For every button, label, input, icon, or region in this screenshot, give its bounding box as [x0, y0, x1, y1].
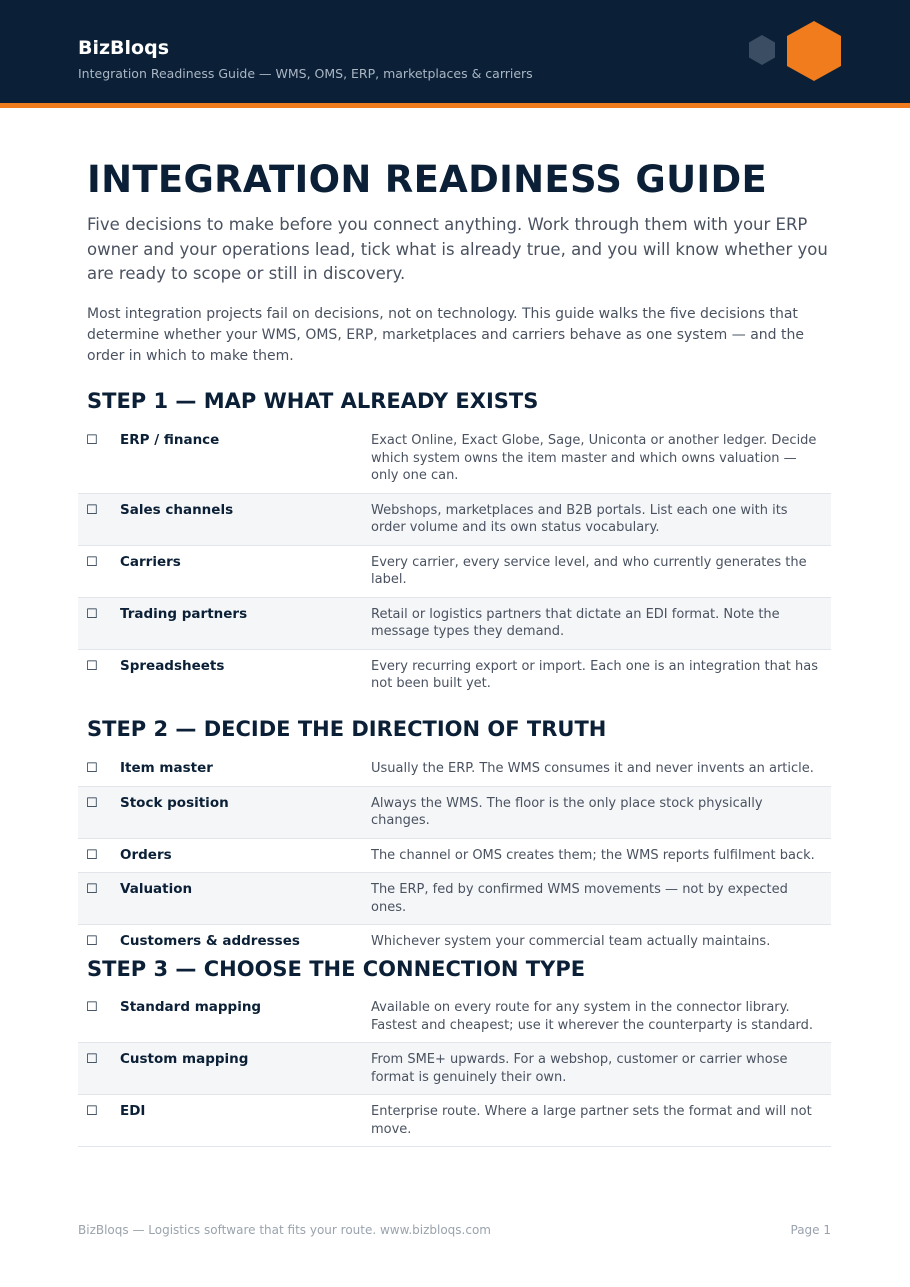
footer-text: BizBloqs — Logistics software that fits your route. www.bizbloqs.com: [78, 1223, 491, 1237]
step-1-checklist: [78, 424, 831, 701]
checkbox-icon[interactable]: ☐: [86, 1104, 98, 1119]
step-1-heading-wrap: [87, 387, 832, 415]
step-3-checklist: [78, 991, 831, 1147]
checklist-row[interactable]: [78, 650, 831, 701]
item-description: Whichever system your commercial team actually maintains.: [371, 934, 771, 949]
item-description: The ERP, fed by confirmed WMS movements — not by expected ones.: [371, 882, 788, 915]
checklist-row[interactable]: [78, 598, 831, 650]
checklist-row[interactable]: [78, 424, 831, 494]
page-title: INTEGRATION READINESS GUIDE: [87, 158, 768, 201]
item-label: Customers & addresses: [120, 933, 300, 949]
checklist-row[interactable]: [78, 752, 831, 787]
brand-tagline: Integration Readiness Guide — WMS, OMS, ERP, marketplaces & carriers: [78, 66, 533, 81]
checkbox-icon[interactable]: ☐: [86, 502, 98, 518]
item-label: Sales channels: [120, 501, 234, 518]
item-label: Orders: [120, 846, 172, 863]
checkbox-icon[interactable]: ☐: [86, 1000, 98, 1015]
checklist-row[interactable]: [78, 991, 831, 1043]
checklist-row[interactable]: [78, 787, 831, 839]
item-description: The channel or OMS creates them; the WMS reports fulfilment back.: [371, 847, 815, 863]
checklist-row[interactable]: [78, 546, 831, 598]
page-header: [0, 0, 910, 108]
item-description: Every recurring export or import. Each one is an integration that has not been built yet.: [371, 658, 819, 691]
item-description: Webshops, marketplaces and B2B portals. List each one with its order volume and its own status vocabulary.: [371, 502, 788, 535]
item-description: Usually the ERP. The WMS consumes it and never invents an article.: [371, 761, 814, 776]
hexagon-logo-icon: [744, 20, 844, 84]
step-3-heading-wrap: [87, 955, 832, 983]
item-label: Trading partners: [120, 605, 248, 622]
step-1-heading: STEP 1 — MAP WHAT ALREADY EXISTS: [87, 389, 539, 413]
checkbox-icon[interactable]: ☐: [86, 1052, 98, 1067]
item-description: Enterprise route. Where a large partner sets the format and will not move.: [371, 1104, 812, 1137]
item-label: Stock position: [120, 794, 229, 811]
checkbox-icon[interactable]: ☐: [86, 934, 98, 949]
checkbox-icon[interactable]: ☐: [86, 847, 98, 863]
lead-paragraph: Five decisions to make before you connect anything. Work through them with your ERP owner and your operations lead, tick what is already true, and you will know whether you are ready to scope or still in discovery.: [87, 215, 828, 283]
intro-section: [87, 156, 832, 367]
brand-name: BizBloqs: [78, 37, 170, 59]
page-number: Page 1: [790, 1223, 831, 1237]
item-label: Custom mapping: [120, 1051, 249, 1067]
step-2-checklist: [78, 752, 831, 959]
item-description: Exact Online, Exact Globe, Sage, Uniconta or another ledger. Decide which system owns the item master and which owns valuation — only one can.: [371, 433, 817, 483]
large-hexagon-icon: [787, 21, 841, 81]
item-label: Valuation: [120, 881, 193, 897]
item-label: Spreadsheets: [120, 657, 225, 674]
step-3-heading: STEP 3 — CHOOSE THE CONNECTION TYPE: [87, 957, 586, 981]
checklist-row[interactable]: [78, 839, 831, 874]
checkbox-icon[interactable]: ☐: [86, 606, 98, 622]
intro-paragraph: Most integration projects fail on decisions, not on technology. This guide walks the five decisions that determine whether your WMS, OMS, ERP, marketplaces and carriers behave as one system — and the order in which to make them.: [87, 305, 804, 364]
checklist-row[interactable]: [78, 494, 831, 546]
checklist-row[interactable]: [78, 925, 831, 959]
item-label: Item master: [120, 760, 213, 776]
checkbox-icon[interactable]: ☐: [86, 761, 98, 776]
item-description: Every carrier, every service level, and who currently generates the label.: [371, 554, 807, 587]
item-description: Always the WMS. The floor is the only place stock physically changes.: [371, 795, 763, 828]
checklist-row[interactable]: [78, 1095, 831, 1147]
checklist-row[interactable]: [78, 873, 831, 925]
small-hexagon-icon: [749, 35, 775, 65]
checklist-row[interactable]: [78, 1043, 831, 1095]
checkbox-icon[interactable]: ☐: [86, 554, 98, 570]
checkbox-icon[interactable]: ☐: [86, 882, 98, 897]
item-label: Standard mapping: [120, 999, 262, 1015]
checkbox-icon[interactable]: ☐: [86, 658, 98, 674]
item-description: Retail or logistics partners that dictate an EDI format. Note the message types they demand.: [371, 606, 780, 639]
checkbox-icon[interactable]: ☐: [86, 433, 98, 448]
step-2-heading-wrap: [87, 715, 832, 743]
item-label: Carriers: [120, 553, 181, 570]
checkbox-icon[interactable]: ☐: [86, 795, 98, 811]
item-label: ERP / finance: [120, 432, 220, 448]
step-2-heading: STEP 2 — DECIDE THE DIRECTION OF TRUTH: [87, 717, 607, 741]
item-description: From SME+ upwards. For a webshop, customer or carrier whose format is genuinely their own.: [371, 1052, 788, 1085]
item-description: Available on every route for any system in the connector library. Fastest and cheapest; use it wherever the counterparty is standard.: [371, 1000, 814, 1033]
item-label: EDI: [120, 1103, 146, 1119]
